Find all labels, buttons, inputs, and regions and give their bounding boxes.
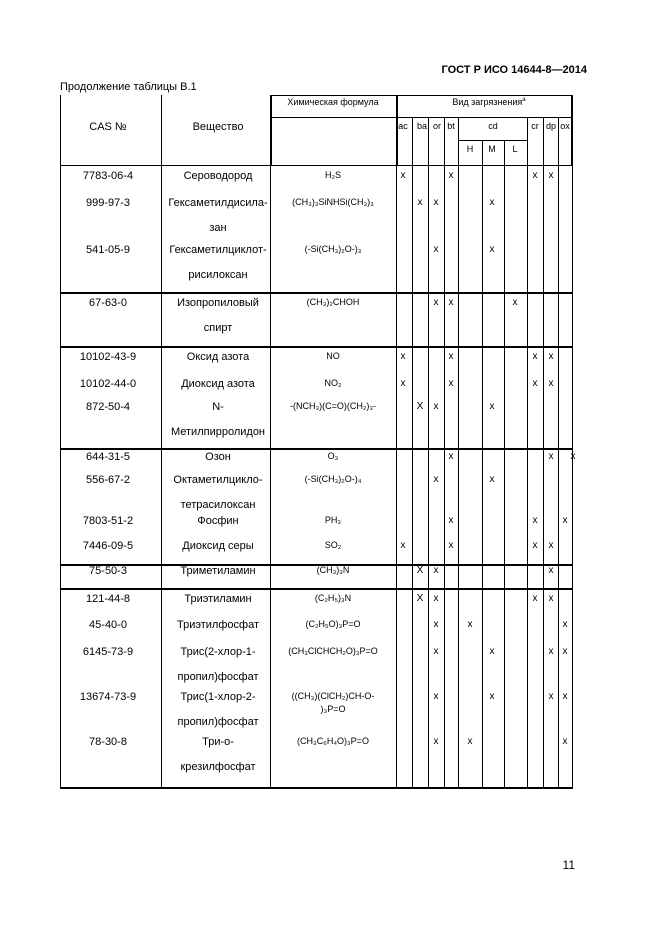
segment-formula-border xyxy=(396,565,397,589)
segment-substance-border xyxy=(270,565,271,589)
segment-type-divider xyxy=(444,589,445,788)
segment-left-border xyxy=(60,347,61,449)
segment-type-divider xyxy=(558,589,559,788)
segment-type-divider xyxy=(543,565,544,589)
chemical-formula: SO₂ xyxy=(324,540,342,550)
segment-type-divider xyxy=(504,347,505,449)
type-bt: bt xyxy=(447,121,455,131)
contamination-mark: x xyxy=(532,540,538,551)
cas-number: 6145-73-9 xyxy=(82,646,134,658)
substance-name: Изопропиловый xyxy=(177,297,259,309)
type-cr: cr xyxy=(531,121,539,131)
substance-name: рисилоксан xyxy=(188,269,248,281)
segment-type-divider xyxy=(458,347,459,449)
contamination-mark: x xyxy=(548,170,554,181)
segment-type-divider xyxy=(504,166,505,293)
segment-type-divider xyxy=(444,449,445,565)
chemical-formula: (-Si(CH₃)₂O-)₃ xyxy=(304,244,362,254)
contamination-mark: x xyxy=(532,351,538,362)
page-number: 11 xyxy=(562,858,575,872)
segment-type-divider xyxy=(444,166,445,293)
cas-number: 13674-73-9 xyxy=(79,691,137,703)
segment-right-border xyxy=(572,347,573,449)
segment-type-divider xyxy=(428,565,429,589)
contamination-mark: x xyxy=(548,540,554,551)
segment-type-divider xyxy=(428,347,429,449)
contamination-mark: x xyxy=(562,691,568,702)
cas-number: 999-97-3 xyxy=(85,197,131,209)
segment-type-divider xyxy=(558,166,559,293)
type-cd: cd xyxy=(488,121,498,131)
segment-type-divider xyxy=(527,347,528,449)
segment-type-divider xyxy=(527,166,528,293)
cas-number: 7803-51-2 xyxy=(82,515,134,527)
cd-sub-m: M xyxy=(488,144,496,154)
segment-formula-border xyxy=(396,589,397,788)
cas-number: 67-63-0 xyxy=(89,297,127,309)
contamination-mark: x xyxy=(548,593,554,604)
contamination-mark: x xyxy=(532,170,538,181)
substance-name: Трис(2-хлор-1- xyxy=(180,646,256,658)
segment-cas-border xyxy=(161,565,162,589)
segment-right-border xyxy=(572,565,573,589)
segment-type-divider xyxy=(504,449,505,565)
segment-type-divider xyxy=(412,166,413,293)
segment-type-divider xyxy=(482,293,483,347)
contamination-mark: x xyxy=(548,378,554,389)
cas-number: 10102-43-9 xyxy=(79,351,137,363)
segment-formula-border xyxy=(396,347,397,449)
contamination-mark: x xyxy=(433,244,439,255)
contamination-mark: x xyxy=(433,736,439,747)
contamination-mark: x xyxy=(400,170,406,181)
segment-left-border xyxy=(60,166,61,293)
table-left-border-head xyxy=(60,95,61,166)
segment-type-divider xyxy=(543,293,544,347)
cas-number: 45-40-0 xyxy=(89,619,127,631)
substance-name: Триметиламин xyxy=(180,565,256,577)
contamination-mark: x xyxy=(433,401,439,412)
chemical-formula: (CH₃)₃N xyxy=(316,565,350,575)
contamination-mark: X xyxy=(416,401,424,412)
segment-type-divider xyxy=(482,565,483,589)
type-ox: ox xyxy=(560,121,570,131)
segment-type-divider xyxy=(482,589,483,788)
type-divider xyxy=(412,117,413,166)
contamination-mark: X xyxy=(416,565,424,576)
segment-substance-border xyxy=(270,166,271,293)
segment-type-divider xyxy=(458,565,459,589)
cd-sub-divider xyxy=(482,140,483,166)
substance-name: Триэтилфосфат xyxy=(177,619,259,631)
contamination-mark: x xyxy=(448,378,454,389)
contamination-mark: x xyxy=(532,378,538,389)
type-ba: ba xyxy=(416,121,428,131)
segment-left-border xyxy=(60,565,61,589)
contamination-mark: x xyxy=(489,646,495,657)
segment-type-divider xyxy=(558,293,559,347)
contamination-mark: x xyxy=(489,401,495,412)
contamination-mark: x xyxy=(570,451,576,462)
chemical-formula: PH₃ xyxy=(324,515,342,525)
cd-sub-h: H xyxy=(466,144,474,154)
type-divider xyxy=(458,117,459,166)
segment-cas-border xyxy=(161,166,162,293)
table-caption: Продолжение таблицы В.1 xyxy=(60,81,197,93)
segment-cas-border xyxy=(161,293,162,347)
segment-type-divider xyxy=(444,565,445,589)
contamination-mark: x xyxy=(548,351,554,362)
segment-type-divider xyxy=(527,293,528,347)
type-divider xyxy=(543,117,544,166)
column-header-cas: CAS № xyxy=(89,121,127,133)
type-dp: dp xyxy=(545,121,557,131)
contamination-mark: x xyxy=(548,565,554,576)
substance-name: N- xyxy=(212,401,224,413)
cas-number: 7446-09-5 xyxy=(82,540,134,552)
contamination-mark: x xyxy=(448,170,454,181)
segment-bottom-rule xyxy=(60,448,573,450)
substance-name: Фосфин xyxy=(197,515,239,527)
chemical-formula: (CH₃ClCHCH₂O)₃P=O xyxy=(288,646,378,656)
chemical-formula: (C₂H₅)₃N xyxy=(314,593,352,603)
contamination-sub-rule xyxy=(396,117,573,118)
segment-substance-border xyxy=(270,449,271,565)
contamination-mark: x xyxy=(548,451,554,462)
contamination-mark: x xyxy=(512,297,518,308)
chemical-formula: (CH₃)₂CHOH xyxy=(306,297,360,307)
chemical-formula: (CH₃C₆H₄O)₃P=O xyxy=(297,736,369,746)
contamination-mark: x xyxy=(562,646,568,657)
contamination-mark: x xyxy=(562,619,568,630)
chemical-formula: H₂S xyxy=(325,170,341,180)
contamination-mark: x xyxy=(489,691,495,702)
segment-cas-border xyxy=(161,589,162,788)
cas-number: 121-44-8 xyxy=(85,593,131,605)
contamination-mark: x xyxy=(433,646,439,657)
segment-type-divider xyxy=(412,589,413,788)
cas-number: 7783-06-4 xyxy=(82,170,134,182)
contamination-mark: x xyxy=(467,619,473,630)
contamination-left-border xyxy=(396,95,398,166)
type-divider xyxy=(527,117,528,166)
substance-name: Озон xyxy=(205,451,231,463)
substance-name: Гексаметилциклот- xyxy=(169,244,267,256)
contamination-mark: x xyxy=(489,474,495,485)
segment-substance-border xyxy=(270,347,271,449)
formula-left-border xyxy=(270,95,272,166)
segment-type-divider xyxy=(428,293,429,347)
segment-type-divider xyxy=(543,449,544,565)
segment-type-divider xyxy=(504,565,505,589)
substance-name: Триэтиламин xyxy=(184,593,252,605)
contamination-mark: x xyxy=(562,515,568,526)
segment-substance-border xyxy=(270,293,271,347)
chemical-formula: )₃P=O xyxy=(320,704,346,714)
standard-header: ГОСТ Р ИСО 14644-8—2014 xyxy=(441,64,587,76)
contamination-mark: X xyxy=(416,593,424,604)
contamination-mark: x xyxy=(448,515,454,526)
segment-formula-border xyxy=(396,449,397,565)
substance-name: Диоксид серы xyxy=(182,540,254,552)
segment-type-divider xyxy=(444,293,445,347)
table-top-rule xyxy=(272,95,573,96)
contamination-mark: x xyxy=(532,515,538,526)
formula-sub-rule xyxy=(272,117,396,118)
column-header-formula: Химическая формула xyxy=(287,97,379,107)
segment-bottom-rule xyxy=(60,787,573,789)
type-divider xyxy=(558,117,559,166)
contamination-mark: x xyxy=(532,593,538,604)
segment-right-border xyxy=(572,166,573,293)
substance-name: Диоксид азота xyxy=(181,378,255,390)
substance-name: тетрасилоксан xyxy=(180,499,256,511)
contamination-mark: x xyxy=(548,646,554,657)
segment-type-divider xyxy=(482,166,483,293)
segment-left-border xyxy=(60,293,61,347)
substance-name: Трис(1-хлор-2- xyxy=(180,691,256,703)
segment-type-divider xyxy=(543,589,544,788)
cas-number: 78-30-8 xyxy=(89,736,127,748)
contamination-mark: x xyxy=(433,297,439,308)
column-header-contamination: Вид загрязнения$^a$ xyxy=(452,97,526,107)
segment-right-border xyxy=(572,449,573,565)
contamination-mark: x xyxy=(433,619,439,630)
chemical-formula: (C₂H₅O)₃P=O xyxy=(305,619,361,629)
chemical-formula: (-Si(CH₃)₂O-)₄ xyxy=(304,474,362,484)
contamination-mark: x xyxy=(448,351,454,362)
segment-type-divider xyxy=(558,347,559,449)
substance-name: крезилфосфат xyxy=(180,761,256,773)
substance-name: зан xyxy=(209,222,227,234)
cd-sub-rule xyxy=(458,140,527,141)
header-bottom-rule xyxy=(60,165,573,166)
segment-type-divider xyxy=(458,589,459,788)
segment-right-border xyxy=(572,293,573,347)
chemical-formula: NO₂ xyxy=(324,378,342,388)
contamination-mark: x xyxy=(400,351,406,362)
contamination-mark: x xyxy=(433,593,439,604)
segment-type-divider xyxy=(412,293,413,347)
segment-type-divider xyxy=(558,565,559,589)
contamination-mark: x xyxy=(489,244,495,255)
substance-name: спирт xyxy=(203,322,233,334)
contamination-mark: x xyxy=(400,540,406,551)
segment-left-border xyxy=(60,589,61,788)
cas-number: 872-50-4 xyxy=(85,401,131,413)
segment-type-divider xyxy=(558,449,559,565)
contamination-mark: x xyxy=(467,736,473,747)
column-header-substance: Вещество xyxy=(192,121,244,133)
segment-cas-border xyxy=(161,347,162,449)
contamination-mark: x xyxy=(433,691,439,702)
segment-type-divider xyxy=(412,565,413,589)
segment-type-divider xyxy=(428,449,429,565)
segment-type-divider xyxy=(504,589,505,788)
segment-type-divider xyxy=(428,166,429,293)
segment-type-divider xyxy=(482,449,483,565)
contamination-mark: x xyxy=(448,297,454,308)
segment-cas-border xyxy=(161,449,162,565)
segment-type-divider xyxy=(458,449,459,565)
segment-substance-border xyxy=(270,589,271,788)
type-divider xyxy=(428,117,429,166)
chemical-formula: -(NCH₃)(C=O)(CH₂)₃- xyxy=(289,401,377,411)
cas-number: 541-05-9 xyxy=(85,244,131,256)
segment-left-border xyxy=(60,449,61,565)
cas-right-border-head xyxy=(161,95,162,166)
segment-bottom-rule xyxy=(60,588,573,590)
cd-sub-l: L xyxy=(512,144,518,154)
segment-right-border xyxy=(572,589,573,788)
substance-name: пропил)фосфат xyxy=(177,716,259,728)
segment-type-divider xyxy=(543,166,544,293)
chemical-formula: (CH₃)₃SiNHSi(CH₃)₃ xyxy=(292,197,374,207)
segment-type-divider xyxy=(458,166,459,293)
segment-type-divider xyxy=(504,293,505,347)
contamination-mark: x xyxy=(448,540,454,551)
contamination-mark: x xyxy=(433,474,439,485)
cas-number: 75-50-3 xyxy=(89,565,127,577)
contamination-table xyxy=(60,95,576,788)
cas-number: 556-67-2 xyxy=(85,474,131,486)
type-divider xyxy=(444,117,445,166)
segment-formula-border xyxy=(396,293,397,347)
segment-type-divider xyxy=(458,293,459,347)
contamination-mark: x xyxy=(433,197,439,208)
type-ac: ac xyxy=(398,121,408,131)
segment-type-divider xyxy=(543,347,544,449)
segment-type-divider xyxy=(482,347,483,449)
contamination-mark: x xyxy=(433,565,439,576)
segment-formula-border xyxy=(396,166,397,293)
contamination-mark: x xyxy=(489,197,495,208)
substance-name: Оксид азота xyxy=(186,351,250,363)
substance-name: пропил)фосфат xyxy=(177,671,259,683)
cas-number: 644-31-5 xyxy=(85,451,131,463)
chemical-formula: O₃ xyxy=(327,451,339,461)
segment-bottom-rule xyxy=(60,292,573,294)
contamination-mark: x xyxy=(562,736,568,747)
substance-name: Октаметилцикло- xyxy=(173,474,263,486)
contamination-mark: x xyxy=(400,378,406,389)
type-or: or xyxy=(432,121,442,131)
substance-name: Гексаметилдисила- xyxy=(168,197,268,209)
segment-type-divider xyxy=(428,589,429,788)
segment-type-divider xyxy=(527,449,528,565)
cd-sub-divider xyxy=(504,140,505,166)
substance-name: Метилпирролидон xyxy=(170,426,266,438)
substance-name: Три-о- xyxy=(202,736,234,748)
table-right-border-head xyxy=(571,95,573,166)
segment-type-divider xyxy=(527,589,528,788)
segment-bottom-rule xyxy=(60,346,573,348)
segment-type-divider xyxy=(444,347,445,449)
contamination-mark: x xyxy=(448,451,454,462)
substance-name: Сероводород xyxy=(183,170,253,182)
chemical-formula: ((CH₃)(ClCH₂)CH-O- xyxy=(291,691,375,701)
contamination-mark: x xyxy=(548,691,554,702)
contamination-mark: x xyxy=(417,197,423,208)
chemical-formula: NO xyxy=(326,351,340,361)
segment-type-divider xyxy=(412,449,413,565)
segment-type-divider xyxy=(527,565,528,589)
segment-type-divider xyxy=(412,347,413,449)
cas-number: 10102-44-0 xyxy=(79,378,137,390)
